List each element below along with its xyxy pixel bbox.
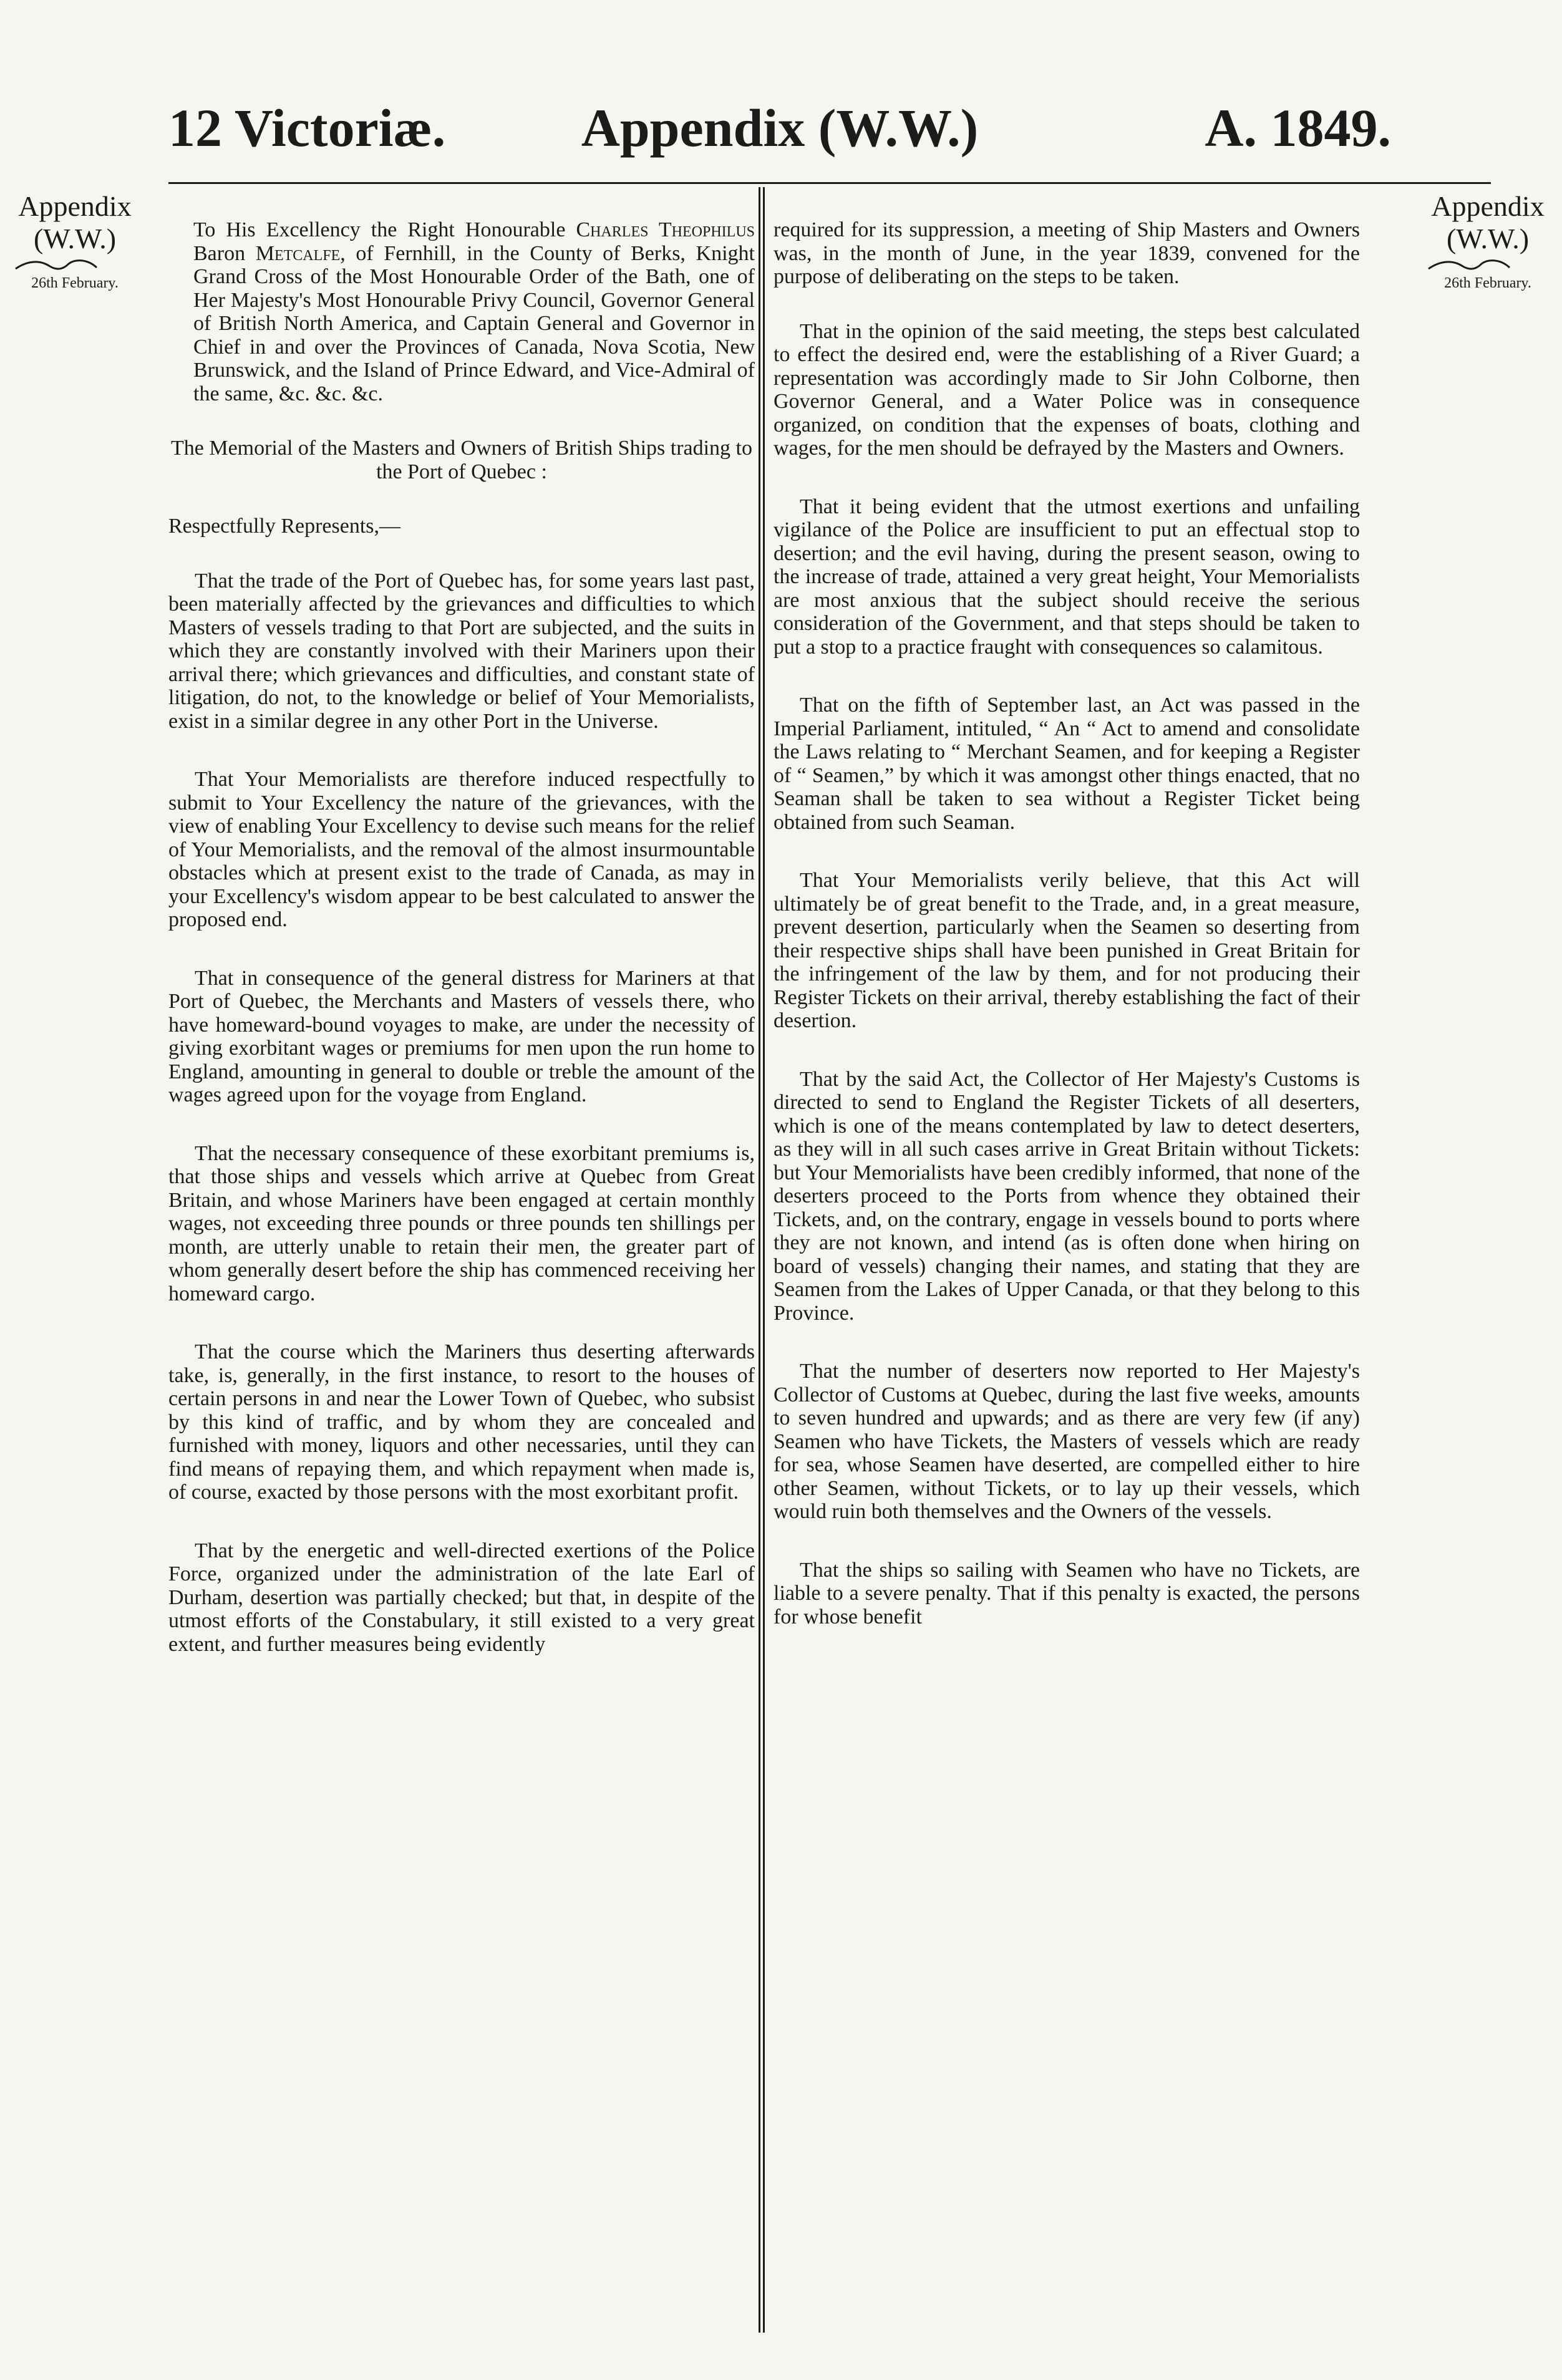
name-charles-theophilus: Charles Theophilus	[576, 218, 755, 241]
column-rule	[763, 187, 765, 2333]
header-year: A. 1849.	[1205, 98, 1391, 158]
paragraph: That it being evident that the utmost exertions and unfailing vigilance of the Police are insufficient to put an effectual stop to desertion; and the evil having, during the present season, owing to the increase of trade, attained a very great height, Your Memorialists are most anxious that the subject should receive the serious consideration of the Government, and that steps should be taken to put a stop to a practice fraught with consequences so calamitous.	[774, 495, 1360, 659]
margin-note-date: 26th February.	[1444, 275, 1531, 291]
swash-ornament	[12, 255, 100, 274]
address-paragraph: To His Excellency the Right Honourable Charles Theophilus Baron Metcalfe, of Fernhill, in the County of Berks, Knight Grand Cross of the Most Honourable Order of the Bath, one of Her Majesty's Most Honourable Privy Council, Governor General of British North America, and Captain General and Governor in Chief in and over the Provinces of Canada, Nova Scotia, New Brunswick, and the Island of Prince Edward, and Vice-Admiral of the same, &c. &c. &c.	[193, 218, 755, 405]
paragraph: That the trade of the Port of Quebec has, for some years last past, been materially affected by the grievances and difficulties to which Masters of vessels trading to that Port are subjected, and the suits in which they are constantly involved with their Mariners upon their arrival there; which grievances and difficulties, and constant state of litigation, do not, to the knowledge or belief of Your Memorialists, exist in a similar degree in any other Port in the Universe.	[168, 569, 755, 733]
paragraph: That Your Memorialists verily believe, that this Act will ultimately be of great benefit to the Trade, and, in a great measure, prevent desertion, particularly when the Seamen so deserting from their respective ships shall have been punished in Great Britain for the infringement of the law by them, and for not producing their Register Tickets on their arrival, thereby establishing the fact of their desertion.	[774, 869, 1360, 1032]
header-rule	[168, 182, 1491, 184]
paragraph: That the necessary consequence of these exorbitant premiums is, that those ships and vessels which arrive at Quebec from Great Britain, and whose Mariners have been engaged at certain monthly wages, not exceeding three pounds or three pounds ten shillings per month, are utterly unable to retain their men, the greater part of whom generally desert before the ship has commenced receiving her homeward cargo.	[168, 1141, 755, 1305]
paragraph: That by the energetic and well-directed exertions of the Police Force, organized under the administration of the late Earl of Durham, desertion was partially checked; but that, in despite of the utmost efforts of the Constabulary, it still existed to a very great extent, and further measures being evidently	[168, 1539, 755, 1656]
column-rule	[759, 187, 760, 2333]
paragraph: That the ships so sailing with Seamen who have no Tickets, are liable to a severe penalty. That if this penalty is exacted, the persons for whose benefit	[774, 1558, 1360, 1628]
left-column	[168, 218, 755, 2326]
memorial-title: The Memorial of the Masters and Owners of British Ships trading to the Port of Quebec :	[170, 437, 752, 483]
margin-note-left	[12, 190, 137, 293]
margin-note-title: Appendix	[18, 190, 132, 222]
margin-note-sub: (W.W.)	[33, 223, 117, 254]
respectfully-represents: Respectfully Represents,—	[168, 515, 401, 538]
paragraph: That the course which the Mariners thus deserting afterwards take, is, generally, in the first instance, to resort to the houses of certain persons in and near the Lower Town of Quebec, who subsist by this kind of traffic, and by whom they are concealed and furnished with money, liquors and other necessaries, until they can find means of repaying them, and which repayment when made is, of course, exacted by those persons with the most exorbitant profit.	[168, 1340, 755, 1504]
paragraph-continued: required for its suppression, a meeting of Ship Masters and Owners was, in the month of June, in the year 1839, convened for the purpose of deliberating on the steps to be taken.	[774, 218, 1360, 288]
header-appendix-title: Appendix (W.W.)	[581, 98, 979, 158]
paragraph: That the number of deserters now reported to Her Majesty's Collector of Customs at Quebec, during the last five weeks, amounts to seven hundred and upwards; and as there are very few (if any) Seamen who have Tickets, the Masters of vessels which are ready for sea, whose Seamen have deserted, are compelled either to hire other Seamen, without Tickets, or to lay up their vessels, which would ruin both themselves and the Owners of the vessels.	[774, 1360, 1360, 1523]
margin-note-sub: (W.W.)	[1446, 223, 1530, 254]
margin-note-date: 26th February.	[31, 275, 119, 291]
margin-note-right	[1425, 190, 1550, 293]
paragraph: That Your Memorialists are therefore induced respectfully to submit to Your Excellency the nature of the grievances, with the view of enabling Your Excellency to devise such means for the relief of Your Memorialists, and the removal of the almost insurmountable obstacles which at present exist to the trade of Canada, as may in your Excellency's wisdom appear to be best calculated to answer the proposed end.	[168, 768, 755, 931]
name-metcalfe: Metcalfe	[255, 241, 341, 265]
margin-note-title: Appendix	[1431, 190, 1545, 222]
header-session: 12 Victoriæ.	[168, 98, 446, 158]
swash-ornament	[1425, 255, 1513, 274]
right-column	[774, 218, 1360, 2326]
paragraph: That on the fifth of September last, an Act was passed in the Imperial Parliament, intituled, “ An “ Act to amend and consolidate the Laws relating to “ Merchant Seamen, and for keeping a Register of “ Seamen,” by which it was amongst other things enacted, that no Seaman shall be taken to sea without a Register Ticket being obtained from such Seaman.	[774, 694, 1360, 834]
running-header	[168, 94, 1391, 162]
paragraph: That in consequence of the general distress for Mariners at that Port of Quebec, the Merchants and Masters of vessels there, who have homeward-bound voyages to make, are under the necessity of giving exorbitant wages or premiums for men upon the run home to England, amounting in general to double or treble the amount of the wages agreed upon for the voyage from England.	[168, 966, 755, 1106]
paragraph: That by the said Act, the Collector of Her Majesty's Customs is directed to send to England the Register Tickets of all deserters, which is one of the means contemplated by law to detect deserters, as they will in all such cases arrive in Great Britain without Tickets: but Your Memorialists have been credibly informed, that none of the deserters proceed to the Ports from whence they obtained their Tickets, and, on the contrary, engage in vessels bound to ports where they are not known, and intend (as is often done when hiring on board of vessels) changing their names, and stating that they are Seamen from the Lakes of Upper Canada, or that they belong to this Province.	[774, 1067, 1360, 1325]
paragraph: That in the opinion of the said meeting, the steps best calculated to effect the desired end, were the establishing of a River Guard; a representation was accordingly made to Sir John Colborne, then Governor General, and a Water Police was in consequence organized, on condition that the expenses of boats, clothing and wages, for the men should be defrayed by the Masters and Owners.	[774, 319, 1360, 460]
